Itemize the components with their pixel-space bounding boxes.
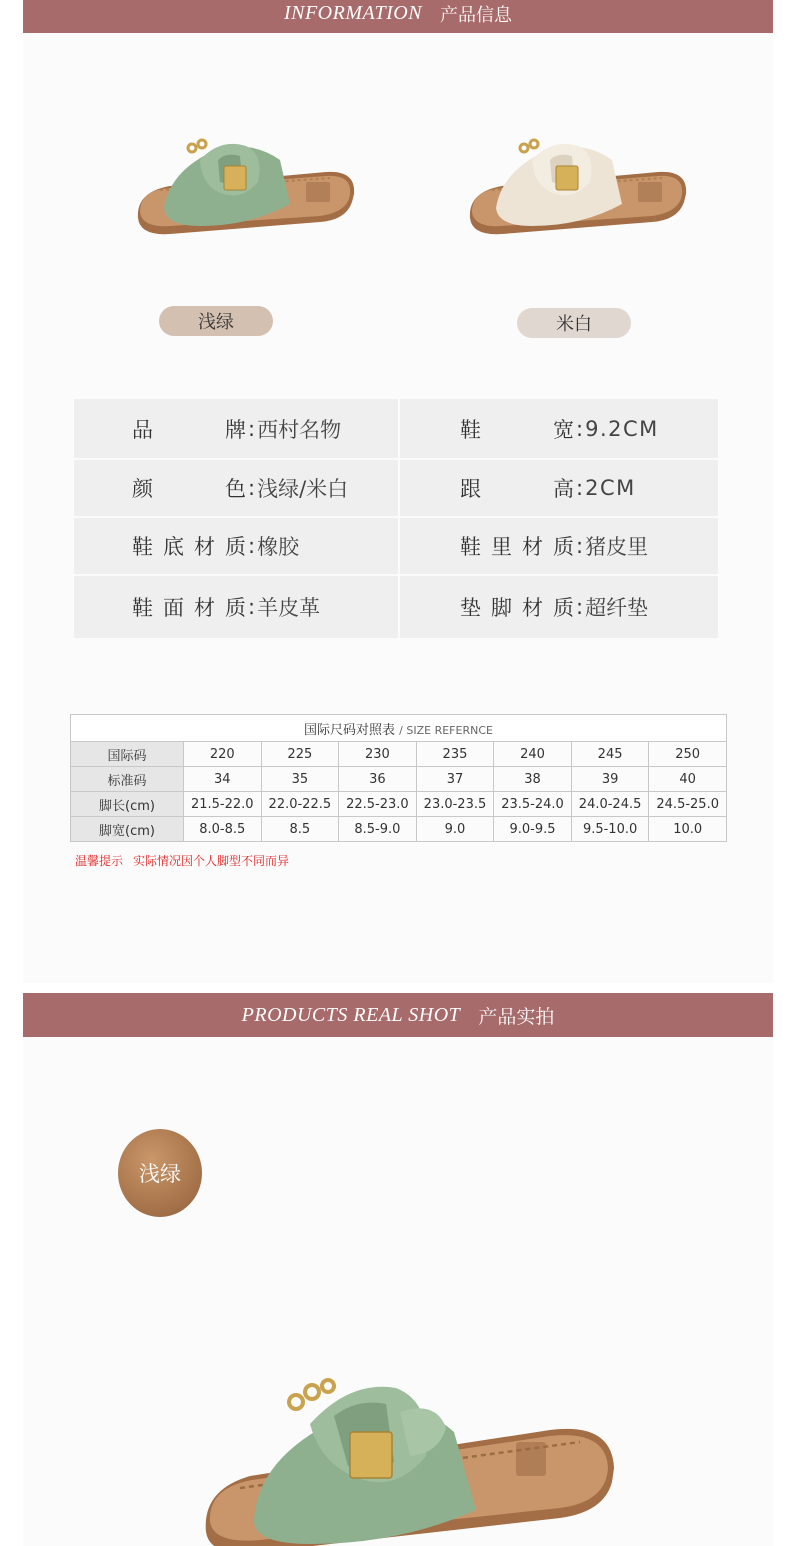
table-cell: 34 [184,767,262,792]
table-cell: 220 [184,742,262,767]
table-cell: 225 [261,742,339,767]
table-cell: 24.5-25.0 [649,792,727,817]
table-cell: 250 [649,742,727,767]
size-chart [70,714,727,842]
table-cell: 240 [494,742,572,767]
size-note [75,852,289,869]
table-cell: 8.5 [261,817,339,842]
table-row [71,742,727,767]
spec-width: 鞋宽 : 9.2CM [400,399,718,458]
spec-value: 西村名物 [257,417,342,442]
table-cell: 21.5-22.0 [184,792,262,817]
banner-title-cn: 产品实拍 [478,1005,555,1028]
spec-key: 鞋面材质 [132,596,246,620]
table-cell: 23.5-24.0 [494,792,572,817]
spec-value: 橡胶 [257,535,300,559]
spec-upper-material: 鞋面材质 : 羊皮革 [74,576,398,638]
spec-key: 垫脚材质 [460,596,574,620]
spec-value: 羊皮革 [257,596,321,620]
table-cell: 38 [494,767,572,792]
table-cell: 35 [261,767,339,792]
real-shot-banner [23,993,773,1037]
spec-value: 猪皮里 [585,535,649,559]
spec-key: 鞋底材质 [132,535,246,559]
spec-brand: 品牌 : 西村名物 [74,399,398,458]
color-option-green[interactable]: 浅绿 [159,306,273,336]
size-chart-caption-row [71,715,727,742]
size-chart-title-en: / SIZE REFERNCE [399,723,493,737]
table-cell: 22.0-22.5 [261,792,339,817]
row-header: 国际码 [71,742,184,767]
row-header: 脚宽(cm) [71,817,184,842]
table-cell: 22.5-23.0 [339,792,417,817]
banner-title-en: PRODUCTS REAL SHOT [241,1003,461,1026]
table-cell: 245 [571,742,649,767]
table-row [71,817,727,842]
table-row [71,767,727,792]
spec-key: 品牌 [132,417,246,442]
spec-lining-material: 鞋里材质 : 猪皮里 [400,518,718,574]
spec-key: 鞋宽 [460,417,574,442]
table-cell: 9.0-9.5 [494,817,572,842]
size-note-label: 温馨提示 [75,854,124,868]
size-chart-title [71,715,727,742]
table-cell: 9.5-10.0 [571,817,649,842]
spec-table [74,399,718,636]
green-sandal-icon [130,130,360,250]
white-sandal-icon [462,130,692,250]
spec-value: 浅绿/米白 [257,477,349,501]
table-cell: 9.0 [416,817,494,842]
spec-value: 2CM [585,476,636,500]
table-cell: 40 [649,767,727,792]
information-banner [23,0,773,33]
green-sandal-large-icon [200,1372,620,1546]
table-cell: 23.0-23.5 [416,792,494,817]
table-row [71,792,727,817]
color-badge: 浅绿 [118,1129,202,1217]
banner-title-en: INFORMATION [283,2,423,24]
table-cell: 235 [416,742,494,767]
spec-heel-height: 跟高 : 2CM [400,460,718,516]
spec-key: 颜色 [132,477,246,501]
spec-key: 跟高 [460,477,574,501]
table-cell: 37 [416,767,494,792]
table-cell: 8.5-9.0 [339,817,417,842]
spec-insole-material: 垫脚材质 : 超纤垫 [400,576,718,638]
banner-title-cn: 产品信息 [440,4,513,26]
spec-color: 颜色 : 浅绿/米白 [74,460,398,516]
table-cell: 39 [571,767,649,792]
row-header: 标准码 [71,767,184,792]
color-option-white[interactable]: 米白 [517,308,631,338]
spec-key: 鞋里材质 [460,535,574,559]
size-note-text: 实际情况因个人脚型不同而异 [133,854,290,868]
table-cell: 24.0-24.5 [571,792,649,817]
row-header: 脚长(cm) [71,792,184,817]
table-cell: 230 [339,742,417,767]
spec-sole-material: 鞋底材质 : 橡胶 [74,518,398,574]
spec-value: 超纤垫 [585,596,649,620]
table-cell: 8.0-8.5 [184,817,262,842]
spec-value: 9.2CM [585,416,659,441]
table-cell: 10.0 [649,817,727,842]
size-chart-title-cn: 国际尺码对照表 [304,722,396,738]
table-cell: 36 [339,767,417,792]
